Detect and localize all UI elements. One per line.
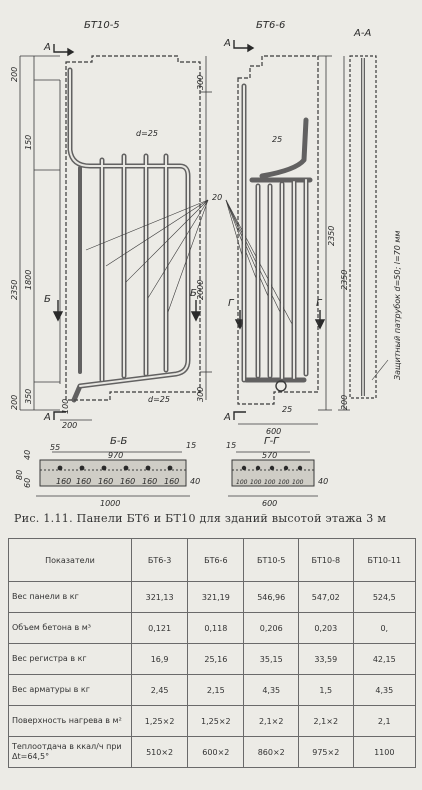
table-cell: 0,121 (132, 613, 188, 644)
bb-spacing-label: 160 (76, 477, 92, 486)
table-cell: 1,25×2 (132, 706, 188, 737)
dim-bt10-100: 100 (61, 398, 70, 414)
dim-bt6-600: 600 (266, 427, 282, 436)
title-bt6: БТ6-6 (256, 20, 286, 31)
dim-aa-2350: 2350 (340, 269, 349, 290)
table-cell: 0,206 (244, 613, 299, 644)
table-cell: 2,1×2 (244, 706, 299, 737)
table-cell: 4,35 (353, 675, 415, 706)
table-cell: 1,5 (299, 675, 354, 706)
gg-spacing-label: 100 (278, 479, 290, 486)
row-label: Вес панели в кг (9, 582, 132, 613)
table-row (9, 644, 416, 675)
row-label: Объем бетона в м³ (9, 613, 132, 644)
table-row (9, 582, 416, 613)
mark-b-left: Б (44, 294, 51, 305)
dim-bb-970: 970 (108, 451, 124, 460)
label-d25: d=25 (136, 129, 158, 138)
gg-spacing-label: 100 (250, 479, 262, 486)
dim-bt10-150: 150 (24, 134, 33, 150)
table-cell: 524,5 (353, 582, 415, 613)
dim-bt10-200w: 200 (62, 421, 78, 430)
bb-spacing-label: 160 (98, 477, 114, 486)
dim-bt10-2000: 2000 (196, 279, 205, 300)
dim-bt10-300b: 300 (196, 386, 205, 402)
mark-b-right: Б (190, 288, 197, 299)
register-bt10-inner (70, 70, 188, 386)
table-row (9, 737, 416, 768)
bb-spacing-label: 160 (56, 477, 72, 486)
table-cell: 1100 (353, 737, 415, 768)
dim-bt6-2350: 2350 (327, 225, 336, 246)
row-label: Вес арматуры в кг (9, 675, 132, 706)
table-row (9, 706, 416, 737)
table-cell: 860×2 (244, 737, 299, 768)
dim-bt10-350: 350 (24, 388, 33, 404)
table-cell: 33,59 (299, 644, 354, 675)
figure-caption: Рис. 1.11. Панели БТ6 и БТ10 для зданий высотой этажа 3 м (14, 512, 387, 525)
sleeve-leader (372, 360, 388, 380)
table-header-cell: БТ10-5 (244, 539, 299, 582)
bb-spacing-label: 160 (142, 477, 158, 486)
section-gg-spacing (236, 479, 304, 486)
dim-bb-80: 80 (15, 469, 24, 480)
title-section-bb: Б-Б (110, 436, 128, 447)
callout-20: 20 (212, 193, 223, 202)
row-label: Поверхность нагрева в м² (9, 706, 132, 737)
title-bt10: БТ10-5 (84, 20, 120, 31)
label-pipe-25: 25 (272, 135, 283, 144)
bb-spacing-label: 160 (120, 477, 136, 486)
table-row (9, 613, 416, 644)
table-cell: 546,96 (244, 582, 299, 613)
table-cell: 0, (353, 613, 415, 644)
table-cell: 0,203 (299, 613, 354, 644)
dim-bb-1000: 1000 (100, 499, 121, 508)
mark-a-bottom-right: А (224, 412, 231, 423)
table-cell: 600×2 (188, 737, 244, 768)
dim-bb-40: 40 (190, 477, 201, 486)
section-aa (338, 56, 376, 410)
dim-gg-15: 15 (226, 441, 237, 450)
table-header-row (9, 539, 416, 582)
table-cell: 16,9 (132, 644, 188, 675)
table-cell: 2,1 (353, 706, 415, 737)
table-cell: 0,118 (188, 613, 244, 644)
table-header-cell: БТ6-3 (132, 539, 188, 582)
table-cell: 547,02 (299, 582, 354, 613)
row-label: Теплоотдача в ккал/ч при Δt=64,5° (9, 737, 132, 768)
table-header-cell: БТ10-8 (299, 539, 354, 582)
dim-bb-60: 60 (23, 477, 32, 488)
title-section-gg: Г-Г (264, 436, 279, 447)
title-section-aa: А-А (354, 28, 372, 39)
register-bt10 (70, 70, 188, 400)
dim-bb-40-left: 40 (23, 449, 32, 460)
gg-spacing-label: 100 (236, 479, 248, 486)
register-bt6-inner (244, 86, 306, 380)
mark-g-left: Г (228, 298, 234, 309)
gg-spacing-label: 100 (264, 479, 276, 486)
bb-spacing-label: 160 (164, 477, 180, 486)
label-protective-sleeve: Защитный патрубок d=50; l=70 мм (393, 230, 402, 380)
dim-bb-15: 15 (186, 441, 197, 450)
mark-a-top-left: А (44, 42, 51, 53)
table-header-cell: БТ10-11 (353, 539, 415, 582)
dim-bt10-300: 300 (196, 74, 205, 90)
row-label: Вес регистра в кг (9, 644, 132, 675)
dim-bt10-200: 200 (10, 66, 19, 82)
gg-spacing-label: 100 (292, 479, 304, 486)
dim-aa-200: 200 (340, 394, 349, 410)
mark-a-bottom-left: А (44, 412, 51, 423)
register-bt6 (244, 86, 310, 380)
table-cell: 2,1×2 (299, 706, 354, 737)
table-cell: 1,25×2 (188, 706, 244, 737)
label-pipe-25b: 25 (282, 405, 293, 414)
table-header-cell: Показатели (9, 539, 132, 582)
dim-bt10-2350: 2350 (10, 279, 19, 300)
label-d25-bottom: d=25 (148, 395, 170, 404)
dim-gg-600: 600 (262, 499, 278, 508)
table-cell: 510×2 (132, 737, 188, 768)
dim-gg-570: 570 (262, 451, 278, 460)
table-row (9, 675, 416, 706)
table-cell: 4,35 (244, 675, 299, 706)
dim-gg-40: 40 (318, 477, 329, 486)
spec-table (8, 538, 416, 768)
dim-bt10-200b: 200 (10, 394, 19, 410)
table-cell: 35,15 (244, 644, 299, 675)
table-cell: 42,15 (353, 644, 415, 675)
table-cell: 321,13 (132, 582, 188, 613)
table-cell: 25,16 (188, 644, 244, 675)
dim-bt10-1800: 1800 (24, 269, 33, 290)
table-cell: 2,45 (132, 675, 188, 706)
table-cell: 2,15 (188, 675, 244, 706)
dim-bb-55: 55 (50, 443, 61, 452)
mark-g-right: Г (316, 298, 322, 309)
table-cell: 321,19 (188, 582, 244, 613)
table-header-cell: БТ6-6 (188, 539, 244, 582)
table-cell: 975×2 (299, 737, 354, 768)
mark-a-top-right: А (224, 38, 231, 49)
